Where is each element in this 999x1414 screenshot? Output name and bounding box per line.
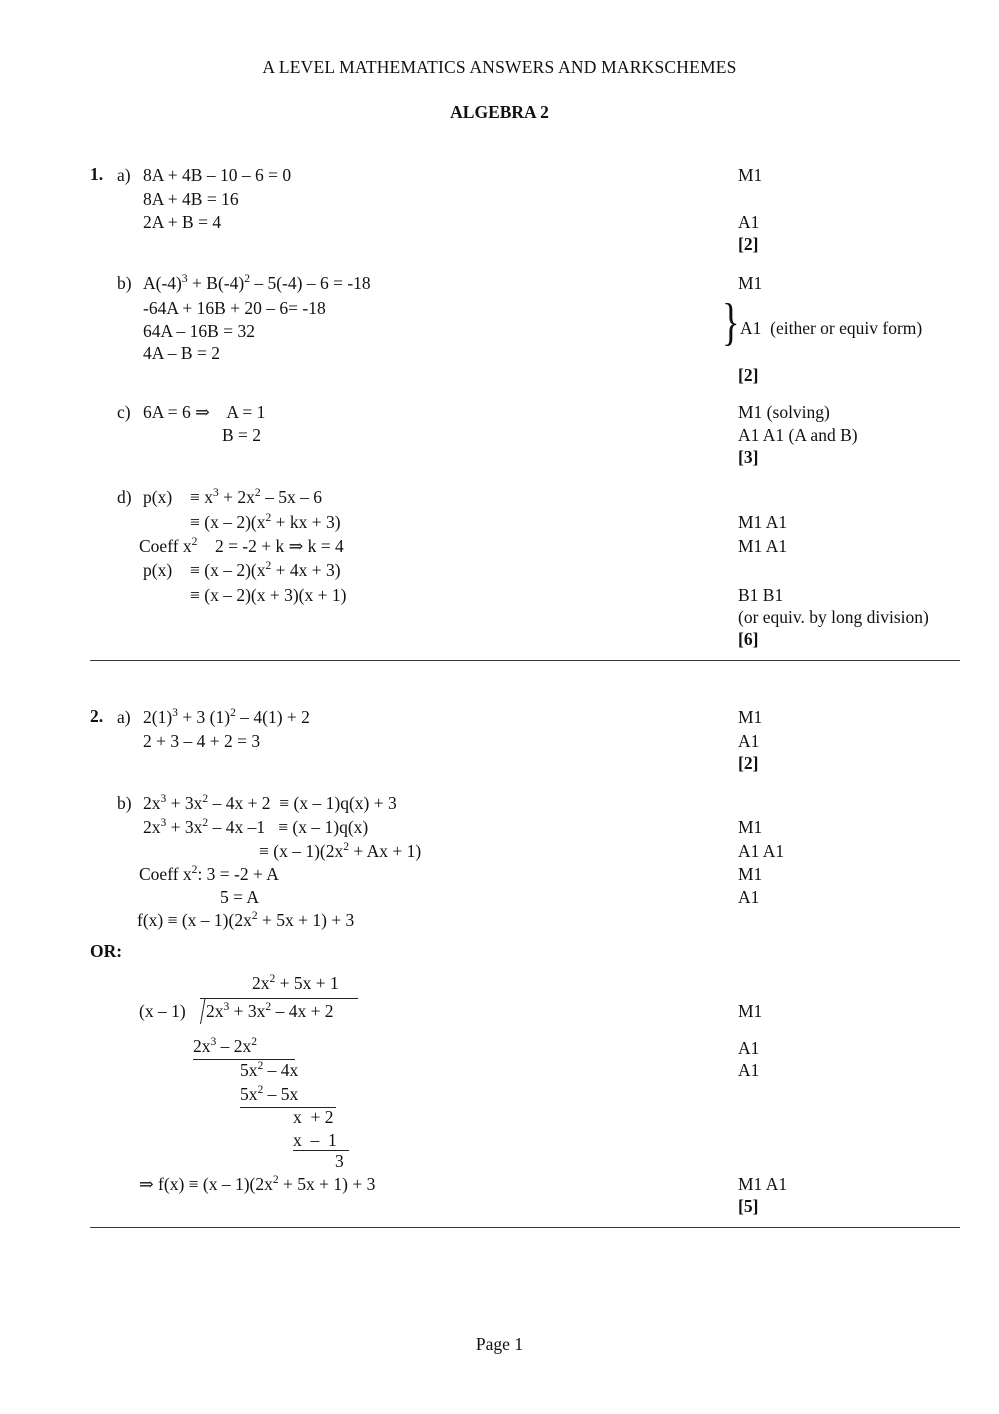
q1d-line-1-rhs: ≡ $x^3 + 2x^2 - 5x - 6$ (190, 487, 322, 507)
question-1-part-d-label: d) (117, 487, 132, 507)
q1d-mark-3: B1 B1 (738, 585, 784, 605)
division-step-4: x + 2 (293, 1107, 334, 1127)
division-divisor: (x – 1) (139, 1001, 186, 1021)
q1a-line-2: 8A + 4B = 16 (143, 189, 239, 209)
question-1-part-a-label: a) (117, 165, 131, 185)
q1c-line-2: B = 2 (222, 425, 262, 445)
question-1-part-c-label: c) (117, 402, 131, 422)
q1d-line-1-lhs: p(x) (143, 487, 173, 507)
q1c-mark-1: M1 (solving) (738, 402, 830, 422)
question-1-part-b-label: b) (117, 273, 132, 293)
q1a-line-1: 8A + 4B – 10 – 6 = 0 (143, 165, 292, 185)
q1d-line-5: ≡ (x – 2)(x + 3)(x + 1) (190, 585, 347, 605)
question-2-part-a-label: a) (117, 707, 131, 727)
q1a-mark-1: M1 (738, 165, 763, 185)
division-conclusion: ⇒ $f(x) \equiv (x - 1)(2x^2 + 5x + 1) + 3$ (139, 1174, 376, 1194)
q1b-line-4: 4A – B = 2 (143, 343, 220, 363)
q1b-line-3: 64A – 16B = 32 (143, 321, 255, 341)
q2b-mark-4: A1 (738, 887, 760, 907)
q1c-line-1: 6A = 6 ⇒ A = 1 (143, 402, 266, 422)
division-step-2: $5x^2 - 4x$ (240, 1060, 299, 1080)
division-mark-3: A1 (738, 1060, 760, 1080)
q1d-total: [6] (738, 629, 759, 649)
division-remainder: 3 (335, 1151, 344, 1171)
q1a-mark-2: A1 (738, 212, 760, 232)
q1a-line-3: 2A + B = 4 (143, 212, 222, 232)
alternative-method-label: OR: (90, 941, 123, 961)
q2a-line-2: 2 + 3 – 4 + 2 = 3 (143, 731, 261, 751)
page-footer: Page 1 (475, 1334, 524, 1354)
q2a-total: [2] (738, 753, 759, 773)
q2b-line-5: 5 = A (220, 887, 260, 907)
q2a-mark-2: A1 (738, 731, 760, 751)
division-step-5: x – 1 (293, 1130, 337, 1150)
q1d-mark-1: M1 A1 (738, 512, 788, 532)
section-divider-2 (90, 1227, 960, 1228)
q2b-total: [5] (738, 1196, 759, 1216)
q1d-mark-4: (or equiv. by long division) (738, 607, 929, 627)
q2b-line-6: $f(x) \equiv (x - 1)(2x^2 + 5x + 1) + 3$ (137, 910, 355, 930)
q1d-mark-2: M1 A1 (738, 536, 788, 556)
q2b-mark-2: A1 A1 (738, 841, 785, 861)
q2b-line-1: $2x^3 + 3x^2 - 4x + 2 \equiv (x - 1)q(x) + 3$ (143, 793, 397, 813)
q2b-line-2: $2x^3 + 3x^2 - 4x$ –1 ≡ (x – 1)q(x) (143, 817, 369, 837)
q1d-line-2: ≡ $(x - 2)(x^2$ + kx + 3) (190, 512, 341, 532)
q1a-total: [2] (738, 234, 759, 254)
q1b-total: [2] (738, 365, 759, 385)
q1d-line-4-rhs: ≡ $(x - 2)(x^2 + 4x + 3)$ (190, 560, 341, 580)
q2b-mark-3: M1 (738, 864, 763, 884)
q1b-line-1: $A(-4)^3 + B(-4)^2 - 5(-4) - 6 = -18$ (143, 273, 371, 293)
question-2-part-b-label: b) (117, 793, 132, 813)
q1c-total: [3] (738, 447, 759, 467)
question-1-number: 1. (90, 164, 104, 184)
division-step-1: $2x^3 - 2x^2$ (193, 1036, 258, 1056)
q2b-mark-1: M1 (738, 817, 763, 837)
q1c-mark-2: A1 A1 (A and B) (738, 425, 858, 445)
q2b-line-3: ≡ $(x - 1)(2x^2 + Ax + 1)$ (259, 841, 422, 861)
division-dividend: $2x^3 + 3x^2 - 4x + 2$ (206, 1001, 334, 1021)
section-divider-1 (90, 660, 960, 661)
q2a-line-1: $2(1)^3 + 3$ $(1)^2 - 4(1) + 2$ (143, 707, 310, 727)
q1d-line-3: Coeff $x^2$ 2 = -2 + k ⇒ k = 4 (139, 536, 344, 556)
q1d-line-4-lhs: p(x) (143, 560, 173, 580)
division-bracket-bar (200, 998, 205, 1024)
division-mark-4: M1 A1 (738, 1174, 788, 1194)
division-mark-1: M1 (738, 1001, 763, 1021)
division-mark-2: A1 (738, 1038, 760, 1058)
division-quotient: $2x^2 + 5x + 1$ (252, 973, 339, 993)
question-2-number: 2. (90, 706, 104, 726)
q2b-line-4: Coeff $x^2$: 3 = -2 + A (139, 864, 279, 884)
division-vinculum (200, 998, 358, 999)
division-step-3: $5x^2 - 5x$ (240, 1084, 299, 1104)
grouping-brace-icon: } (722, 294, 740, 351)
q2a-mark-1: M1 (738, 707, 763, 727)
document-title: A LEVEL MATHEMATICS ANSWERS AND MARKSCHEMES (262, 57, 737, 77)
section-title: ALGEBRA 2 (450, 102, 549, 122)
q1b-line-2: -64A + 16B + 20 – 6= -18 (143, 298, 326, 318)
q1b-mark-1: M1 (738, 273, 763, 293)
q1b-mark-2: A1 (either or equiv form) (740, 318, 923, 338)
